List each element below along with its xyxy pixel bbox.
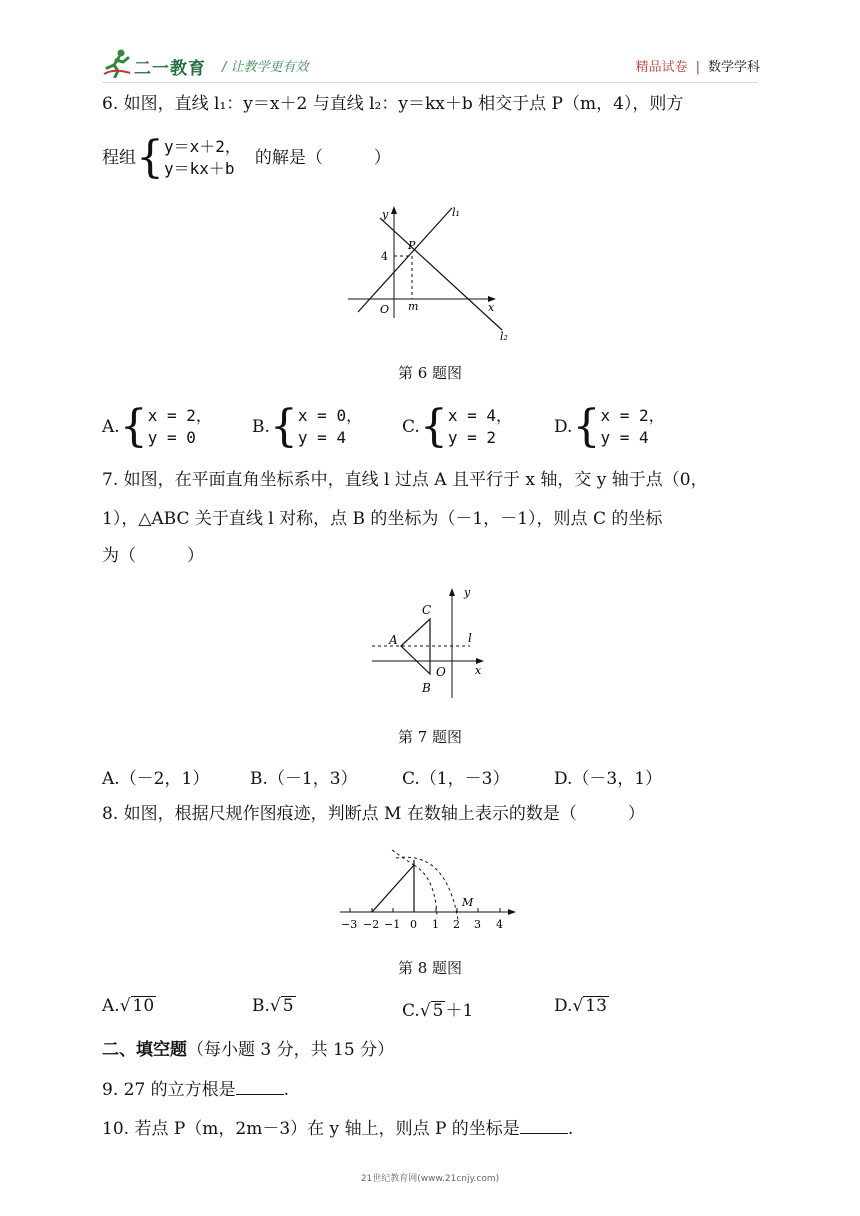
option-text: （1，－3） (419, 769, 510, 789)
q6-prefix: 程组 (102, 148, 136, 168)
q6-fig-y: y (382, 208, 389, 221)
option-label: A. (102, 417, 120, 437)
q6-fig-O: O (380, 303, 390, 316)
q6-fig-P: P (408, 239, 416, 252)
q7-option-b (250, 764, 358, 789)
option-system (298, 405, 362, 449)
q8-option-c (402, 996, 473, 1021)
q7-fig-O: O (436, 665, 446, 679)
brace-icon: { (269, 401, 298, 452)
radicand: 13 (585, 996, 607, 1016)
q7-option-a (102, 764, 209, 789)
q6-option-b (252, 401, 363, 452)
q7-fig-l: l (468, 631, 472, 645)
q8-option-a (102, 996, 156, 1016)
option-tail: ＋1 (445, 1001, 474, 1021)
q8-figure (336, 838, 524, 938)
q8-tick-label: −2 (363, 918, 380, 931)
option-label: D. (554, 769, 573, 789)
runner-logo-icon (102, 48, 132, 78)
q7-stem-line2: 1），△ABC 关于直线 l 对称，点 B 的坐标为（－1，－1），则点 C 的坐标 (102, 509, 663, 529)
q6-fig-l1: l₁ (452, 206, 460, 219)
q6-option-a (102, 401, 212, 452)
brace-icon: { (119, 401, 148, 452)
option-label: B. (250, 769, 268, 789)
q8-tick-label: 1 (432, 918, 439, 931)
q9-answer-blank[interactable] (236, 1078, 284, 1095)
sqrt-icon: √ (419, 1001, 431, 1021)
q7-caption: 第 7 题图 (397, 728, 463, 746)
sqrt-icon: √ (269, 996, 281, 1016)
q6-option-d (554, 401, 665, 452)
option-label: C. (402, 769, 420, 789)
q7-fig-A: A (389, 633, 398, 647)
option-system (148, 405, 212, 449)
option-label: D. (554, 417, 573, 437)
option-system (600, 405, 664, 449)
option-label: A. (102, 996, 120, 1016)
q6-option-c (402, 401, 512, 452)
q10-period: . (567, 1119, 574, 1139)
brand-name: 二一教育 (134, 59, 206, 79)
option-eq2: y = 4 (297, 428, 347, 447)
q6-stem-line1: 6. 如图，直线 l₁：y＝x＋2 与直线 l₂：y＝kx＋b 相交于点 P（m，4），则方 (102, 94, 684, 114)
q8-caption: 第 8 题图 (397, 959, 463, 977)
sqrt-icon: √ (572, 996, 584, 1016)
radicand: 5 (432, 1001, 444, 1021)
q7-fig-y: y (464, 586, 471, 599)
q6-fig-4: 4 (381, 250, 388, 263)
q7-option-c (402, 764, 509, 789)
brace-icon: { (136, 132, 164, 183)
option-label: B. (252, 417, 270, 437)
option-eq2: y = 2 (447, 428, 496, 447)
radicand: 10 (132, 996, 155, 1016)
q7-fig-B: B (422, 681, 431, 695)
q7-fig-C: C (422, 603, 432, 617)
subject-label: 数学学科 (707, 60, 760, 75)
q6-eq1: y＝x＋2， (164, 137, 241, 156)
brace-icon: { (419, 401, 448, 452)
q7-option-d (554, 764, 662, 789)
q6-stem-line2 (102, 132, 391, 183)
q8-tick-label: 4 (496, 918, 503, 931)
q6-suffix: 的解是（ ） (254, 148, 391, 168)
q6-caption: 第 6 题图 (397, 364, 463, 382)
option-label: C. (402, 1001, 420, 1021)
section-2-title: 二、填空题 (102, 1040, 187, 1060)
option-text: （－3，1） (572, 769, 663, 789)
header-separator: | (695, 60, 700, 75)
q10-answer-blank[interactable] (520, 1117, 568, 1134)
q6-system (164, 136, 241, 180)
q8-fig-M: M (462, 896, 474, 909)
option-text: （－2，1） (119, 769, 210, 789)
q7-stem-line3: 为（ ） (102, 546, 204, 566)
option-eq1: x = 2， (600, 406, 665, 425)
q7-figure (368, 582, 492, 700)
radicand: 5 (282, 996, 294, 1016)
header-divider (102, 82, 758, 83)
option-system (448, 405, 512, 449)
q10-stem (102, 1115, 573, 1143)
q8-tick-label: 0 (410, 918, 417, 931)
option-label: A. (102, 769, 120, 789)
exam-label: 精品试卷 (635, 60, 688, 75)
q7-stem-line1: 7. 如图，在平面直角坐标系中，直线 l 过点 A 且平行于 x 轴，交 y 轴于点（0， (102, 470, 708, 490)
option-label: B. (252, 996, 270, 1016)
q6-eq2: y＝kx＋b (164, 159, 235, 178)
q9-stem (102, 1076, 289, 1104)
section-2-heading (102, 1036, 394, 1064)
q9-text: 9. 27 的立方根是 (102, 1080, 236, 1100)
q10-text: 10. 若点 P（m，2m－3）在 y 轴上，则点 P 的坐标是 (102, 1119, 520, 1139)
option-label: C. (402, 417, 420, 437)
option-label: D. (554, 996, 573, 1016)
brand-slogan: / 让教学更有效 (222, 60, 309, 75)
option-eq2: y = 4 (600, 428, 649, 447)
brace-icon: { (572, 401, 601, 452)
option-eq1: x = 4， (447, 406, 512, 425)
q8-option-d (554, 996, 609, 1016)
q6-fig-x: x (488, 301, 495, 314)
q6-figure (340, 198, 520, 348)
page-footer: 21世纪教育网(www.21cnjy.com) (360, 1174, 500, 1184)
q8-stem-line1: 8. 如图，根据尺规作图痕迹，判断点 M 在数轴上表示的数是（ ） (102, 804, 645, 824)
q8-tick-label: −3 (341, 918, 358, 931)
header-right (636, 56, 760, 75)
q9-period: . (283, 1080, 290, 1100)
option-eq2: y = 0 (147, 428, 196, 447)
option-eq1: x = 2， (147, 406, 212, 425)
sqrt-icon: √ (119, 996, 131, 1016)
q8-option-b (252, 996, 296, 1016)
q7-fig-x: x (475, 664, 482, 677)
section-2-note: （每小题 3 分，共 15 分） (187, 1040, 395, 1060)
option-text: （－1，3） (267, 769, 358, 789)
q8-tick-label: 3 (474, 918, 481, 931)
q8-tick-label: 2 (453, 918, 460, 931)
q6-fig-l2: l₂ (500, 330, 508, 343)
q6-fig-m: m (408, 300, 419, 313)
option-eq1: x = 0， (297, 406, 363, 425)
q8-tick-label: −1 (384, 918, 401, 931)
